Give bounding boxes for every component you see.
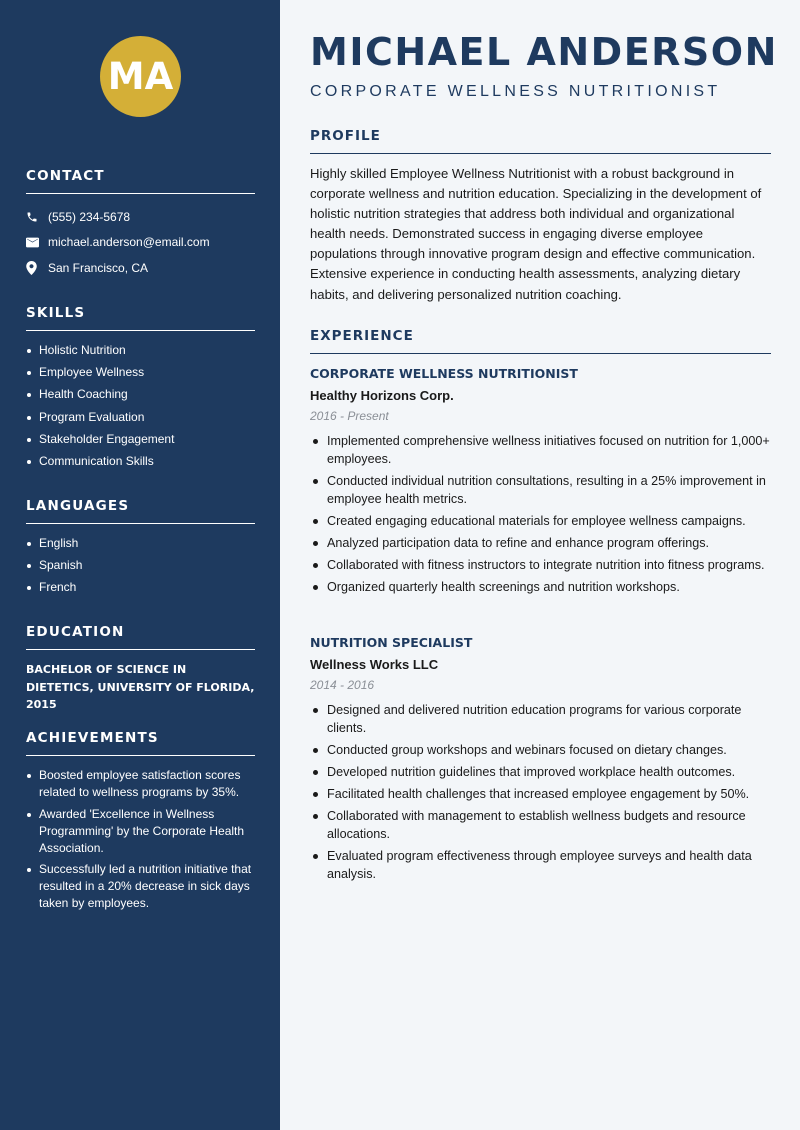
job-bullet: Implemented comprehensive wellness initiatives focused on nutrition for 1,000+ employees. [310,432,772,468]
contact-email: michael.anderson@email.com [48,235,210,250]
job-bullet: Created engaging educational materials for employee wellness campaigns. [310,512,772,530]
job-bullet: Conducted individual nutrition consultations, resulting in a 25% improvement in employee health metrics. [310,472,772,508]
contact-location: San Francisco, CA [48,260,149,275]
contact-phone-row [26,204,255,230]
job-bullet: Collaborated with fitness instructors to integrate nutrition into fitness programs. [310,556,772,574]
achievement-item: Awarded 'Excellence in Wellness Programming' by the Corporate Health Association. [26,806,255,857]
avatar [100,36,181,117]
job-title: NUTRITION SPECIALIST [310,635,473,650]
skills-heading: SKILLS [26,305,255,331]
achievements-list [26,767,255,912]
skill-item: Employee Wellness [26,364,255,381]
contact-heading: CONTACT [26,168,255,194]
languages-section [26,498,255,602]
contact-location-row [26,255,255,281]
phone-icon [26,211,48,223]
job-bullet: Collaborated with management to establish wellness budgets and resource allocations. [310,807,772,843]
job-entry [310,366,772,600]
languages-heading: LANGUAGES [26,498,255,524]
sidebar [0,0,280,1130]
education-section [26,624,255,714]
job-entry [310,635,772,887]
skill-item: Stakeholder Engagement [26,431,255,448]
job-bullets [310,432,772,596]
job-bullet: Designed and delivered nutrition education programs for various corporate clients. [310,701,772,737]
candidate-title: CORPORATE WELLNESS NUTRITIONIST [310,83,721,100]
contact-phone: (555) 234-5678 [48,209,131,224]
job-bullets [310,701,772,883]
job-bullet: Organized quarterly health screenings and nutrition workshops. [310,578,772,596]
job-bullet: Facilitated health challenges that increased employee engagement by 50%. [310,785,772,803]
job-title: CORPORATE WELLNESS NUTRITIONIST [310,366,578,381]
avatar-initials: MA [107,55,174,98]
job-dates: 2014 - 2016 [310,678,375,692]
achievements-heading: ACHIEVEMENTS [26,730,255,756]
profile-summary: Highly skilled Employee Wellness Nutritionist with a robust background in corporate wellness and nutrition education. Specializing in the development of holistic nutrition strategies that address both individual and organizational health needs. Demonstrated success in engaging diverse employee populations through innovative program design and effective communication. Extensive experience in conducting health assessments, analyzing dietary habits, and delivering personalized nutrition coaching. [310,166,762,302]
contact-email-row [26,230,255,256]
job-bullet: Conducted group workshops and webinars focused on dietary changes. [310,741,772,759]
skill-item: Communication Skills [26,453,255,470]
achievement-item: Successfully led a nutrition initiative that resulted in a 20% decrease in sick days taken by employees. [26,861,255,912]
education-heading: EDUCATION [26,624,255,650]
company-name: Healthy Horizons Corp. [310,388,454,403]
job-bullet: Evaluated program effectiveness through employee surveys and health data analysis. [310,847,772,883]
language-item: English [26,535,255,552]
achievements-section [26,730,255,917]
education-degree: BACHELOR OF SCIENCE IN DIETETICS, UNIVERSITY OF FLORIDA, 2015 [26,663,255,711]
contact-section [26,168,255,281]
experience-heading: EXPERIENCE [310,328,771,354]
job-bullet: Analyzed participation data to refine and enhance program offerings. [310,534,772,552]
language-item: Spanish [26,557,255,574]
company-name: Wellness Works LLC [310,657,439,672]
job-bullet: Developed nutrition guidelines that improved workplace health outcomes. [310,763,772,781]
skill-item: Health Coaching [26,386,255,403]
language-item: French [26,579,255,596]
skills-list [26,342,255,470]
skill-item: Holistic Nutrition [26,342,255,359]
job-dates: 2016 - Present [310,409,389,423]
languages-list [26,535,255,596]
mail-icon [26,237,48,248]
candidate-name: MICHAEL ANDERSON [310,30,778,74]
location-pin-icon [26,261,48,275]
skills-section [26,305,255,475]
skill-item: Program Evaluation [26,409,255,426]
achievement-item: Boosted employee satisfaction scores related to wellness programs by 35%. [26,767,255,801]
profile-heading: PROFILE [310,128,771,154]
